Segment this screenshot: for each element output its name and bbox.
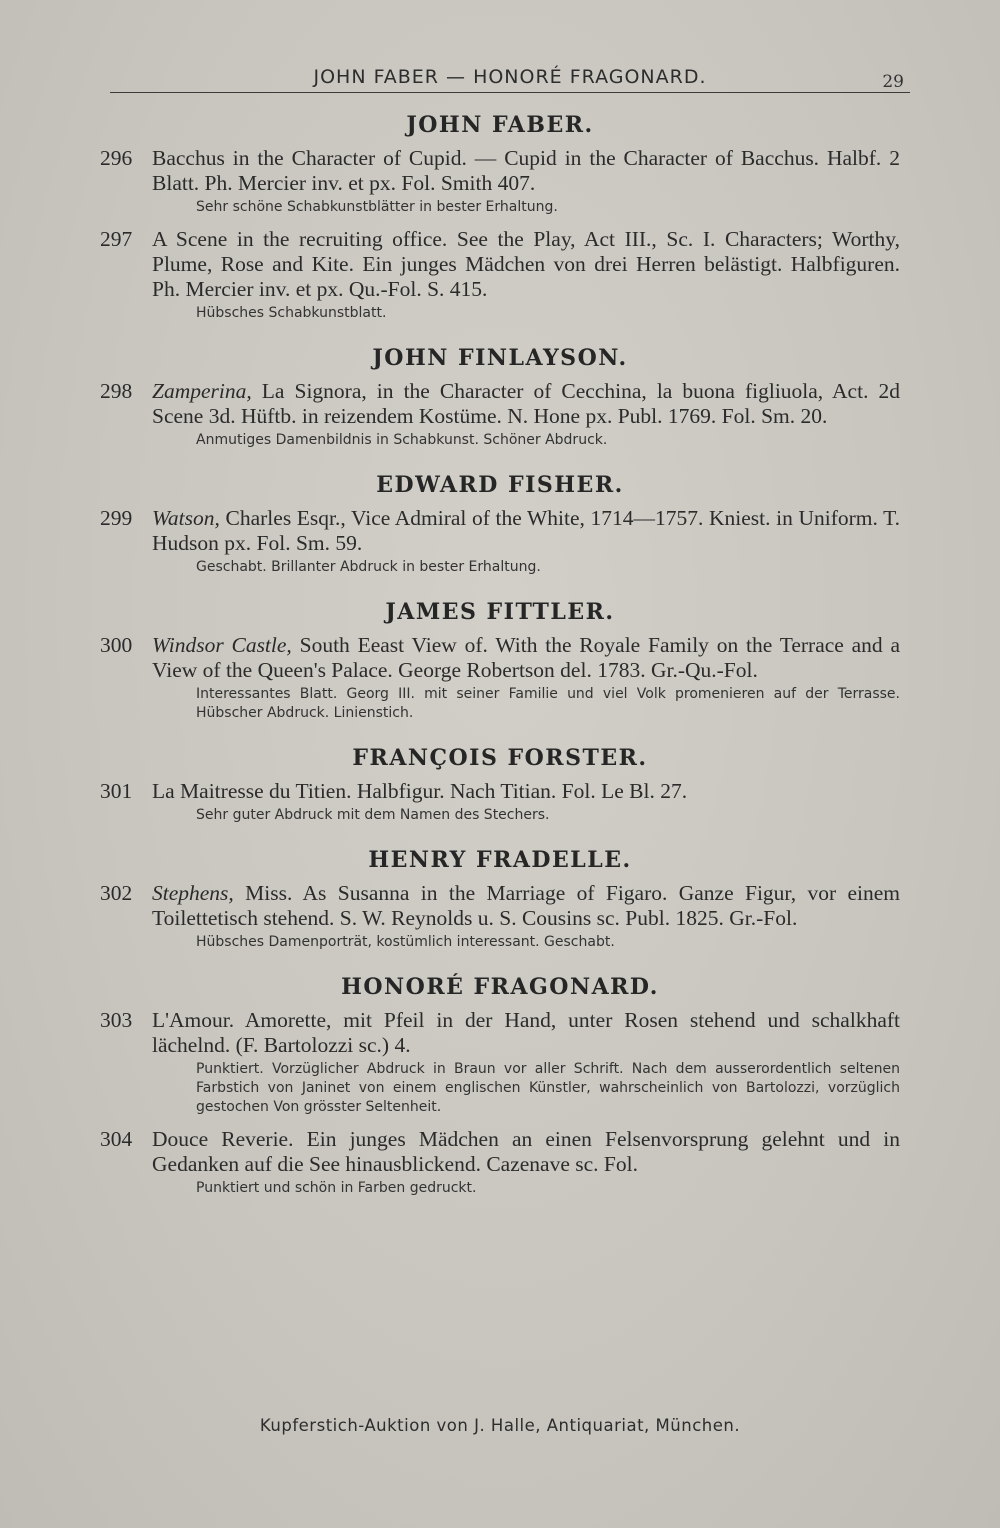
entry-subject: Windsor Castle, <box>152 633 292 657</box>
artist-section <box>100 745 900 825</box>
lot-number: 299 <box>100 506 133 530</box>
entry-description <box>100 506 900 556</box>
entry-description <box>100 1008 900 1058</box>
entry-text: Charles Esqr., Vice Admiral of the White, 1714—1757. Kniest. in Uniform. T. Hudson px. Fol. Sm. 59. <box>152 506 900 555</box>
entry-note: Punktiert. Vorzüglicher Abdruck in Braun vor aller Schrift. Nach dem ausserordentlich seltenen Farbstich von Janinet von einem englischen Künstler, wahrscheinlich von Bartolozzi, vorzüglich gestochen Von grösster Seltenheit. <box>196 1061 900 1115</box>
entry-text: La Maitresse du Titien. Halbfigur. Nach Titian. Fol. Le Bl. 27. <box>152 779 688 803</box>
entry-description <box>100 881 900 931</box>
catalog-entry <box>100 633 900 723</box>
entry-description <box>100 779 900 804</box>
lot-number: 298 <box>100 379 133 403</box>
catalog-entry <box>100 379 900 450</box>
artist-heading: JOHN FABER. <box>406 112 594 138</box>
entry-subject: Zamperina, <box>152 379 252 403</box>
page-footer: Kupferstich-Auktion von J. Halle, Antiquariat, München. <box>259 1416 741 1435</box>
entry-description <box>100 1127 900 1177</box>
artist-section <box>100 847 900 952</box>
lot-number: 300 <box>100 633 133 657</box>
lot-number: 296 <box>100 146 133 170</box>
artist-heading: JAMES FITTLER. <box>385 599 615 625</box>
entry-text: South Eeast View of. With the Royale Family on the Terrace and a View of the Queen's Palace. George Robertson del. 1783. Gr.-Qu.-Fol. <box>152 633 900 682</box>
artist-heading: HENRY FRADELLE. <box>368 847 632 873</box>
artist-heading: JOHN FINLAYSON. <box>372 345 628 371</box>
page-number: 29 <box>882 72 904 92</box>
entry-note: Anmutiges Damenbildnis in Schabkunst. Schöner Abdruck. <box>196 432 608 448</box>
artist-section <box>100 472 900 577</box>
catalog-entry <box>100 506 900 577</box>
artist-section <box>100 599 900 723</box>
artist-heading: HONORÉ FRAGONARD. <box>341 974 659 1000</box>
entry-subject: Stephens, <box>152 881 234 905</box>
entry-text: Miss. As Susanna in the Marriage of Figaro. Ganze Figur, vor einem Toilettetisch stehend. S. W. Reynolds u. S. Cousins sc. Publ. 1825. Gr.-Fol. <box>152 881 900 930</box>
entry-text: La Signora, in the Character of Cecchina, la buona figliuola, Act. 2d Scene 3d. Hüftb. in reizendem Kostüme. N. Hone px. Publ. 1769. Fol. Sm. 20. <box>152 379 900 428</box>
entry-description <box>100 227 900 302</box>
entry-note: Sehr guter Abdruck mit dem Namen des Stechers. <box>196 807 550 823</box>
artist-heading: EDWARD FISHER. <box>376 472 624 498</box>
catalog-entry <box>100 779 900 825</box>
entry-note: Punktiert und schön in Farben gedruckt. <box>196 1180 477 1196</box>
entry-text: Douce Reverie. Ein junges Mädchen an einen Felsenvorsprung gelehnt und in Gedanken auf die See hinausblickend. Cazenave sc. Fol. <box>152 1127 900 1176</box>
catalog-entry <box>100 881 900 952</box>
artist-section <box>100 345 900 450</box>
entry-text: Bacchus in the Character of Cupid. — Cupid in the Character of Bacchus. Halbf. 2 Blatt. Ph. Mercier inv. et px. Fol. Smith 407. <box>152 146 900 195</box>
lot-number: 302 <box>100 881 133 905</box>
entry-note: Geschabt. Brillanter Abdruck in bester Erhaltung. <box>196 559 541 575</box>
entry-note: Hübsches Schabkunstblatt. <box>196 305 387 321</box>
entry-note: Sehr schöne Schabkunstblätter in bester Erhaltung. <box>196 199 558 215</box>
entry-text: A Scene in the recruiting office. See the Play, Act III., Sc. I. Characters; Worthy, Plume, Rose and Kite. Ein junges Mädchen von drei Herren belästigt. Halbfiguren. Ph. Mercier inv. et px. Qu.-Fol. S. 415. <box>152 227 900 301</box>
catalog-entry <box>100 1127 900 1198</box>
entry-note: Hübsches Damenporträt, kostümlich interessant. Geschabt. <box>196 934 615 950</box>
entry-text: L'Amour. Amorette, mit Pfeil in der Hand, unter Rosen stehend und schalkhaft lächelnd. (F. Bartolozzi sc.) 4. <box>152 1008 900 1057</box>
entry-description <box>100 379 900 429</box>
entry-note: Interessantes Blatt. Georg III. mit seiner Familie und viel Volk promenieren auf der Terrasse. Hübscher Abdruck. Linienstich. <box>196 686 900 721</box>
entry-description <box>100 146 900 196</box>
running-head <box>110 62 910 93</box>
artist-heading: FRANÇOIS FORSTER. <box>352 745 648 771</box>
lot-number: 301 <box>100 779 133 803</box>
entry-subject: Watson, <box>152 506 220 530</box>
artist-section <box>100 112 900 323</box>
entry-description <box>100 633 900 683</box>
catalog-entry <box>100 146 900 217</box>
lot-number: 297 <box>100 227 133 251</box>
catalog-content <box>100 112 900 1208</box>
artist-section <box>100 974 900 1198</box>
catalog-entry <box>100 227 900 323</box>
lot-number: 304 <box>100 1127 133 1151</box>
running-title: JOHN FABER — HONORÉ FRAGONARD. <box>313 66 707 88</box>
catalog-entry <box>100 1008 900 1117</box>
lot-number: 303 <box>100 1008 133 1032</box>
